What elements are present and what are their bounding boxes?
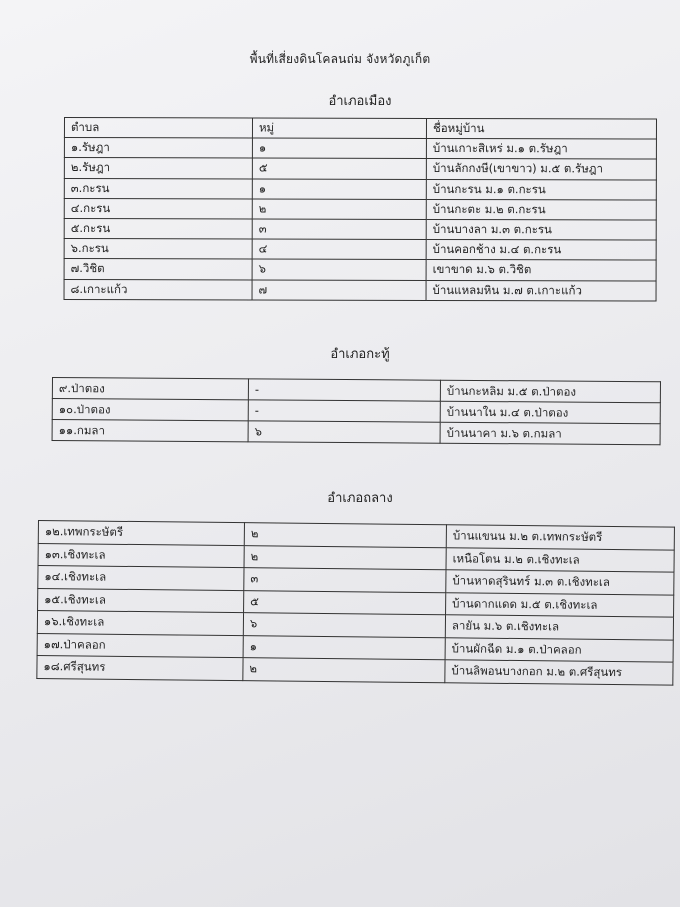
cell-village: บ้านนาใน ม.๔ ต.ป่าตอง [440,401,660,424]
cell-moo: ๗ [252,280,426,301]
cell-subdistrict: ๑๔.เชิงทะเล [38,566,244,591]
table-row [64,239,656,261]
cell-moo: ๔ [252,239,426,260]
cell-moo: ๕ [252,158,426,179]
cell-moo: ๒ [252,199,426,220]
table-header-row [64,118,656,140]
cell-subdistrict: ๑๕.เชิงทะเล [38,588,244,613]
cell-village: บ้านแขนน ม.๒ ต.เทพกระษัตรี [446,525,674,550]
cell-subdistrict: ๑๒.เทพกระษัตรี [38,521,244,546]
cell-subdistrict: ๑๖.เชิงทะเล [37,611,243,636]
header-cell-subdistrict: ตำบล [64,118,252,139]
cell-moo: - [248,400,440,422]
cell-village: บ้านเกาะสิเหร่ ม.๑ ต.รัษฎา [426,139,656,160]
table-row [64,198,656,220]
cell-village: บ้านแหลมหิน ม.๗ ต.เกาะแก้ว [426,280,656,301]
cell-moo: - [248,379,440,401]
cell-moo: ๓ [244,568,446,593]
cell-moo: ๑ [252,179,426,200]
table-row [64,219,656,241]
cell-moo: ๒ [243,658,445,683]
cell-subdistrict: ๑๓.เชิงทะเล [38,543,244,568]
cell-village: บ้านดากแดด ม.๕ ต.เชิงทะเล [446,592,674,617]
cell-subdistrict: ๑๘.ศรีสุนทร [37,655,243,680]
cell-village: เขาขาด ม.๖ ต.วิชิต [426,260,656,281]
cell-village: บ้านผักฉีด ม.๑ ต.ป่าคลอก [445,637,673,662]
cell-subdistrict: ๑๗.ป่าคลอก [37,633,243,658]
cell-moo: ๕ [244,590,446,615]
cell-moo: ๑ [252,138,426,159]
section-title-mueang: อำเภอเมือง [328,94,392,109]
header-cell-village: ชื่อหมู่บ้าน [426,118,656,139]
cell-village: บ้านหาดสุรินทร์ ม.๓ ต.เชิงทะเล [446,570,674,595]
table-row [64,158,656,180]
cell-subdistrict: ๖.กะรน [64,239,252,260]
cell-subdistrict: ๒.รัษฎา [64,158,252,179]
header-cell-moo: หมู่ [252,118,426,139]
cell-village: ลายัน ม.๖ ต.เชิงทะเล [445,615,673,640]
cell-moo: ๒ [244,523,446,548]
table-mueang [64,117,657,301]
table-row [52,420,660,445]
cell-subdistrict: ๗.วิชิต [64,259,252,280]
cell-subdistrict: ๘.เกาะแก้ว [64,279,252,300]
section-title-kathu: อำเภอกะทู้ [330,347,390,362]
cell-village: บ้านคอกช้าง ม.๔ ต.กะรน [426,240,656,261]
cell-subdistrict: ๓.กะรน [64,178,252,199]
cell-moo: ๒ [244,545,446,570]
cell-village: เหนือโตน ม.๒ ต.เชิงทะเล [446,547,674,572]
table-row [64,279,656,301]
cell-village: บ้านนาคา ม.๖ ต.กมลา [440,422,660,445]
cell-village: บ้านกะตะ ม.๒ ต.กะรน [426,199,656,220]
cell-village: บ้านบางลา ม.๓ ต.กะรน [426,219,656,240]
cell-subdistrict: ๑.รัษฎา [64,138,252,159]
cell-subdistrict: ๑๑.กมลา [52,420,248,442]
cell-moo: ๖ [252,259,426,280]
table-row [64,138,656,160]
cell-village: บ้านลักกงษี(เขาขาว) ม.๕ ต.รัษฎา [426,159,656,180]
cell-moo: ๖ [243,613,445,638]
table-thalang [36,520,675,685]
cell-moo: ๖ [248,421,440,443]
table-kathu [52,377,661,445]
cell-village: บ้านกะรน ม.๑ ต.กะรน [426,179,656,200]
table-row [64,259,656,281]
cell-subdistrict: ๔.กะรน [64,198,252,219]
cell-moo: ๓ [252,219,426,240]
cell-subdistrict: ๙.ป่าตอง [52,378,248,400]
table-row [64,178,656,200]
cell-moo: ๑ [243,635,445,660]
cell-subdistrict: ๕.กะรน [64,219,252,240]
section-title-thalang: อำเภอถลาง [327,491,393,506]
document-title: พื้นที่เสี่ยงดินโคลนถ่ม จังหวัดภูเก็ต [249,52,431,66]
cell-subdistrict: ๑๐.ป่าตอง [52,399,248,421]
cell-village: บ้านกะหลิม ม.๕ ต.ป่าตอง [440,380,660,403]
cell-village: บ้านลิพอนบางกอก ม.๒ ต.ศรีสุนทร [445,660,673,685]
